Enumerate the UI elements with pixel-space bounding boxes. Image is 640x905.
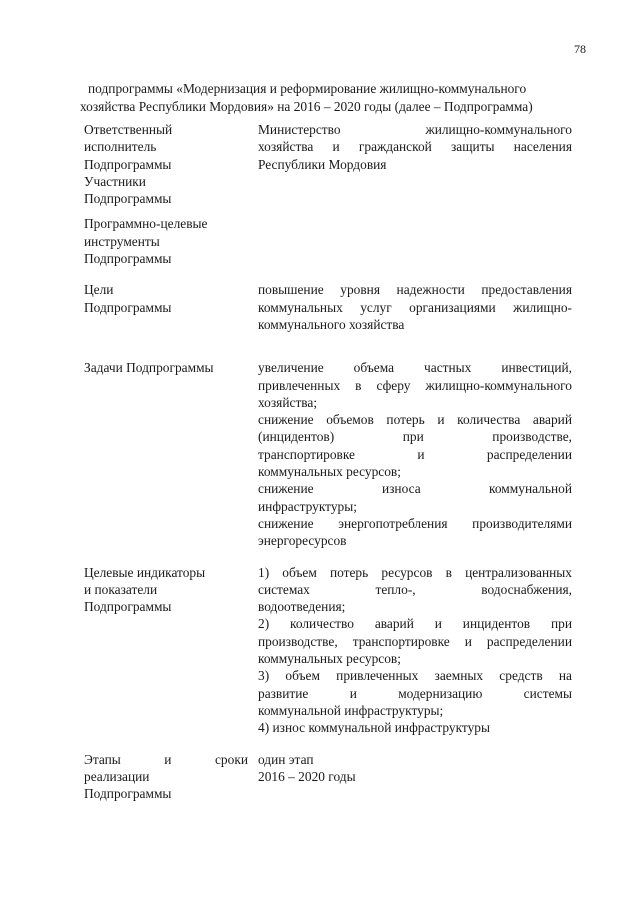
- row-label: [84, 359, 258, 549]
- value-line: один этап: [258, 751, 314, 767]
- label-line: Подпрограммы: [84, 786, 172, 802]
- title-line-1: подпрограммы «Модернизация и реформирование жилищно-коммунального: [88, 81, 527, 96]
- label-line: исполнитель: [84, 139, 157, 155]
- value-line: системах тепло-, водоснабжения,: [258, 581, 572, 597]
- label-line: Этапы и сроки: [84, 751, 248, 767]
- label-line: Подпрограммы: [84, 251, 172, 267]
- value-line: производстве, транспортировке и распределении: [258, 633, 572, 649]
- row-tasks: [84, 359, 574, 549]
- label-line: реализации: [84, 768, 150, 784]
- row-target-indicators: [84, 564, 574, 737]
- title-line-2: хозяйства Республики Мордовия» на 2016 – 2020 годы (далее – Подпрограмма): [80, 99, 533, 114]
- value-line: 2016 – 2020 годы: [258, 768, 356, 784]
- row-goals: [84, 281, 574, 333]
- value-line: хозяйства и гражданской защиты населения: [258, 139, 572, 155]
- value-line: снижение энергопотребления производителями: [258, 515, 572, 531]
- label-line: Подпрограммы: [84, 156, 172, 172]
- label-line: инструменты: [84, 233, 160, 249]
- value-line: Республики Мордовия: [258, 156, 387, 172]
- row-value: [258, 564, 572, 737]
- row-value: [258, 121, 572, 173]
- value-line: развитие и модернизацию системы: [258, 685, 572, 701]
- row-label: [84, 564, 258, 737]
- value-line: энергоресурсов: [258, 533, 347, 549]
- value-line: Министерство жилищно-коммунального: [258, 122, 572, 137]
- value-line: коммунального хозяйства: [258, 316, 405, 332]
- value-line: коммунальной инфраструктуры;: [258, 702, 444, 718]
- value-line: снижение объемов потерь и количества аварий: [258, 412, 572, 428]
- value-line: 1) объем потерь ресурсов в централизованных: [258, 564, 572, 580]
- label-line: Ответственный: [84, 122, 173, 137]
- row-stages-and-terms: [84, 751, 574, 803]
- row-value: [258, 281, 572, 333]
- row-label: [84, 281, 258, 333]
- value-line: водоотведения;: [258, 599, 346, 615]
- value-line: 4) износ коммунальной инфраструктуры: [258, 720, 490, 736]
- label-line: Программно-целевые: [84, 216, 208, 232]
- value-line: коммунальных услуг организациями жилищно-: [258, 299, 572, 315]
- value-line: коммунальных ресурсов;: [258, 651, 401, 667]
- value-line: повышение уровня надежности предоставления: [258, 282, 572, 298]
- label-line: Подпрограммы: [84, 299, 172, 315]
- label-line: Подпрограммы: [84, 191, 172, 207]
- row-value: [258, 359, 572, 549]
- value-line: 3) объем привлеченных заемных средств на: [258, 668, 572, 684]
- label-line: Задачи Подпрограммы: [84, 360, 214, 376]
- value-line: привлеченных в сферу жилищно-коммунального: [258, 377, 572, 393]
- passport-table: [84, 121, 574, 802]
- label-line: Подпрограммы: [84, 599, 172, 615]
- value-line: хозяйства;: [258, 394, 318, 410]
- value-line: 2) количество аварий и инцидентов при: [258, 616, 572, 632]
- row-label: [84, 121, 258, 173]
- row-value: [258, 173, 572, 208]
- value-line: коммунальных ресурсов;: [258, 464, 401, 480]
- value-line: инфраструктуры;: [258, 498, 357, 514]
- row-label: [84, 173, 258, 208]
- value-line: увеличение объема частных инвестиций,: [258, 360, 572, 376]
- label-line: и показатели: [84, 581, 158, 597]
- row-program-target-instruments: [84, 215, 574, 267]
- value-line: транспортировке и распределении: [258, 446, 572, 462]
- row-value: [258, 751, 572, 803]
- row-label: [84, 751, 258, 803]
- value-line: (инцидентов) при производстве,: [258, 429, 572, 445]
- value-line: снижение износа коммунальной: [258, 481, 572, 497]
- page-number: 78: [574, 42, 586, 56]
- label-line: Цели: [84, 282, 114, 298]
- label-line: Участники: [84, 173, 146, 189]
- row-label: [84, 215, 258, 267]
- row-responsible-executor: [84, 121, 574, 173]
- row-participants: [84, 173, 574, 208]
- row-value: [258, 215, 572, 267]
- subprogram-title: [80, 80, 590, 116]
- label-line: Целевые индикаторы: [84, 564, 206, 580]
